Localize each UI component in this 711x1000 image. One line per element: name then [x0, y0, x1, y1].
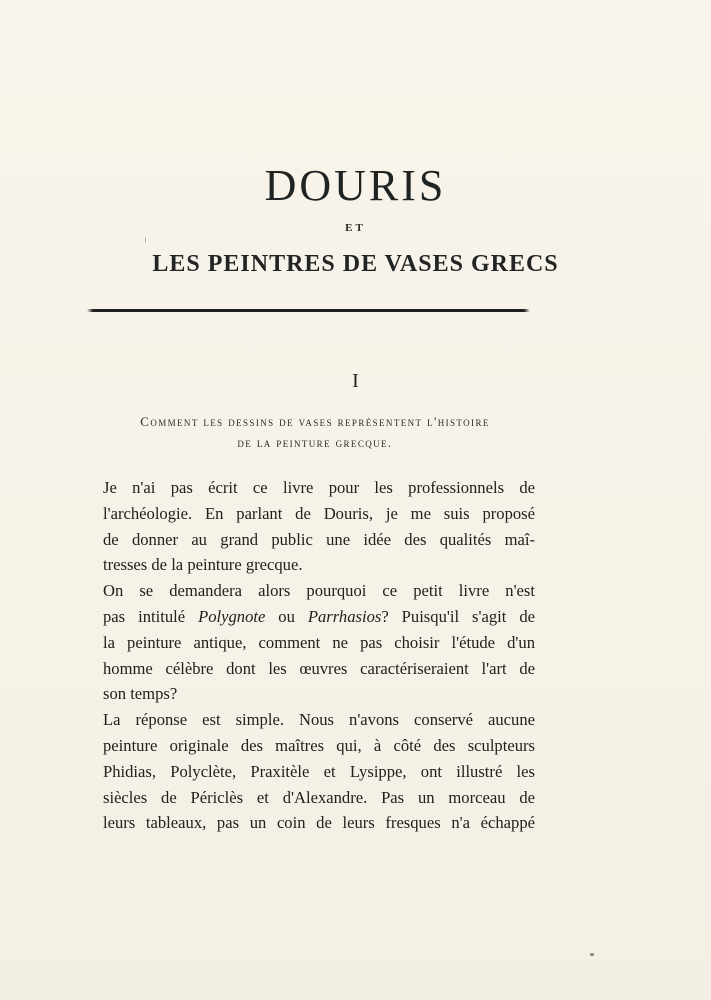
text-line: la peinture antique, comment ne pas choisir l'étude d'un [103, 632, 535, 652]
chapter-title-line-1: Comment les dessins de vases représentent l'histoire [140, 414, 490, 429]
text-line: On se demandera alors pourquoi ce petit livre n'est [103, 581, 535, 601]
title-rule [87, 309, 530, 312]
chapter-title [100, 411, 530, 453]
text-line: Je n'ai pas écrit ce livre pour les professionnels de [103, 478, 535, 497]
text-line: peinture originale des maîtres qui, à côté des sculpteurs [103, 735, 535, 755]
book-title: DOURIS [264, 161, 447, 210]
text-line: l'archéologie. En parlant de Douris, je me suis proposé [103, 503, 535, 523]
print-mark [145, 237, 146, 243]
text-line: Phidias, Polyclète, Praxitèle et Lysippe, ont illustré les [103, 761, 535, 781]
text-line: de donner au grand public une idée des qualités maî- [103, 529, 535, 549]
title-conjunction: ET [345, 222, 366, 234]
book-subtitle: LES PEINTRES DE VASES GRECS [152, 251, 559, 277]
text-line: homme célèbre dont les œuvres caractériseraient l'art de [103, 658, 535, 678]
paragraph-2 [103, 578, 535, 707]
body-text [103, 475, 535, 836]
italic-polygnote: Polygnote [198, 606, 266, 626]
chapter-number: I [352, 370, 359, 392]
italic-parrhasios: Parrhasios [307, 606, 382, 626]
text-line: tresses de la peinture grecque. [103, 555, 303, 575]
text-line: La réponse est simple. Nous n'avons conservé aucune [103, 710, 535, 730]
paragraph-3 [103, 707, 535, 836]
text-line: leurs tableaux, pas un coin de leurs fresques n'a échappé [103, 813, 535, 833]
chapter-title-line-2: de la peinture grecque. [237, 435, 393, 450]
text-line-with-italics: pas intitulé Polygnote ou Parrhasios? Puisqu'il s'agit de [103, 606, 535, 626]
paragraph-1 [103, 475, 535, 578]
text-line: son temps? [103, 684, 178, 704]
text-line: siècles de Périclès et d'Alexandre. Pas un morceau de [103, 787, 535, 807]
paper-speck [590, 953, 594, 956]
